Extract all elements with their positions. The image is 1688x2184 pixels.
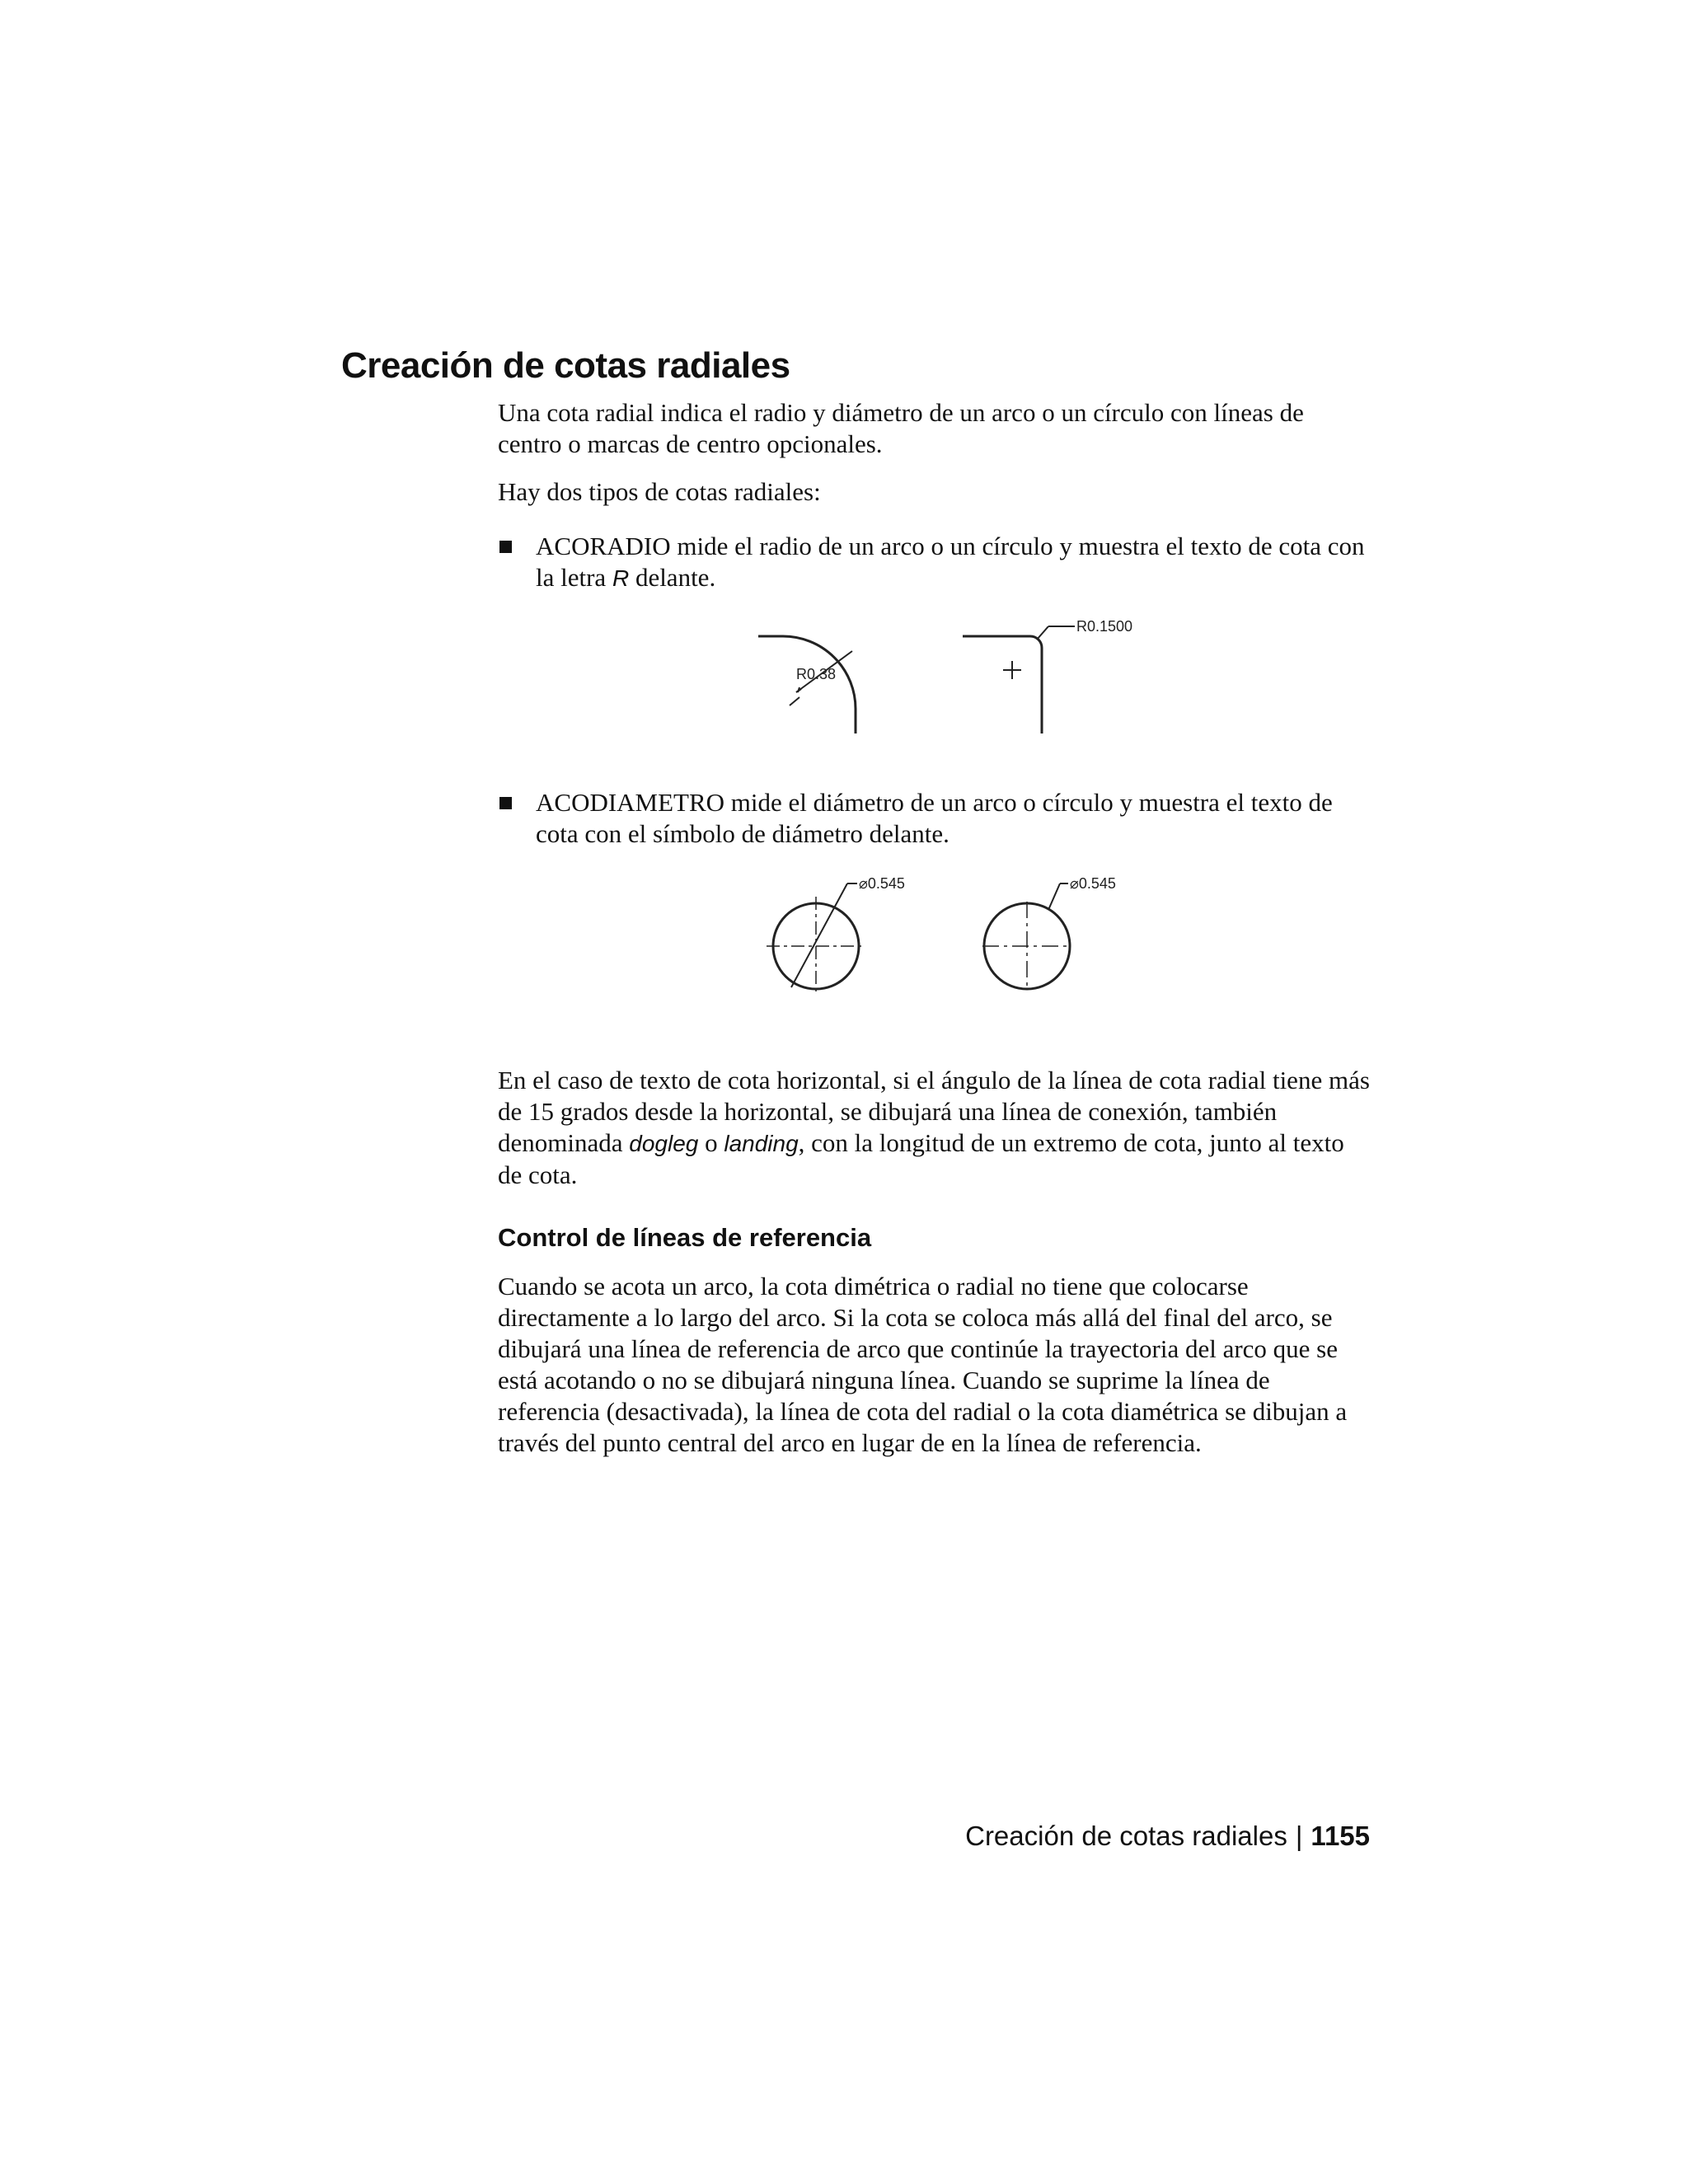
diameter-label-right: ⌀0.545 bbox=[1070, 875, 1116, 892]
dogleg-term: dogleg bbox=[629, 1131, 699, 1156]
page-footer bbox=[965, 1818, 1370, 1854]
bullet-acoradio-text bbox=[536, 531, 1372, 594]
radius-label-right: R0.1500 bbox=[1076, 618, 1133, 635]
radius-leader-right bbox=[1037, 626, 1048, 640]
radius-arc-right bbox=[963, 636, 1042, 733]
dogleg-text-3: , con la longitud de un extremo de cota, junto al texto de cota. bbox=[498, 1128, 1344, 1189]
page-title: Creación de cotas radiales bbox=[341, 345, 790, 386]
diameter-dimension-figure bbox=[742, 865, 1170, 1005]
footer-separator: | bbox=[1295, 1821, 1303, 1851]
diameter-leader-left bbox=[791, 883, 847, 987]
bullet-acoradio-after: delante. bbox=[629, 563, 716, 592]
radius-dimension-figure bbox=[742, 610, 1170, 742]
subsection-paragraph: Cuando se acota un arco, la cota dimétrica o radial no tiene que colocarse directamente a lo largo del arco. Si la cota se coloca más allá del final del arco, se dibujará una línea de referencia de arco que continúe la trayectoria del arco que se está acotando o no se dibujará ninguna línea. Cuando se suprime la línea de referencia (desactivada), la línea de cota del radial o la cota diamétrica se dibujan a través del punto central del arco en lugar de en la línea de referencia. bbox=[498, 1272, 1348, 1457]
bullet-acoradio bbox=[498, 531, 1372, 594]
types-lead-paragraph: Hay dos tipos de cotas radiales: bbox=[498, 477, 821, 506]
subsection-title: Control de líneas de referencia bbox=[498, 1223, 872, 1252]
page-number: 1155 bbox=[1311, 1821, 1370, 1851]
bullet-acodiametro-text: ACODIAMETRO mide el diámetro de un arco o círculo y muestra el texto de cota con el símbolo de diámetro delante. bbox=[536, 788, 1333, 848]
dogleg-paragraph bbox=[498, 1065, 1372, 1191]
diameter-label-left: ⌀0.545 bbox=[859, 875, 905, 892]
dogleg-text-2: o bbox=[698, 1128, 724, 1157]
radius-tick-left bbox=[790, 697, 799, 705]
bullet-square-icon bbox=[499, 797, 512, 809]
dogleg-text-1: En el caso de texto de cota horizontal, si el ángulo de la línea de cota radial tiene más de 15 grados desde la horizontal, se dibujará una línea de conexión, también denominada bbox=[498, 1066, 1370, 1157]
running-title: Creación de cotas radiales bbox=[965, 1821, 1287, 1851]
bullet-square-icon bbox=[499, 541, 512, 553]
radius-label-left: R0.38 bbox=[796, 666, 837, 682]
bullet-acoradio-emphasis: R bbox=[612, 565, 630, 591]
bullet-acoradio-before: ACORADIO mide el radio de un arco o un círculo y muestra el texto de cota con la letra bbox=[536, 532, 1365, 592]
intro-paragraph: Una cota radial indica el radio y diámetro de un arco o un círculo con líneas de centro o marcas de centro opcionales. bbox=[498, 398, 1304, 458]
bullet-acodiametro bbox=[498, 787, 1372, 850]
landing-term: landing bbox=[724, 1131, 799, 1156]
diameter-leader-right bbox=[1048, 883, 1060, 910]
